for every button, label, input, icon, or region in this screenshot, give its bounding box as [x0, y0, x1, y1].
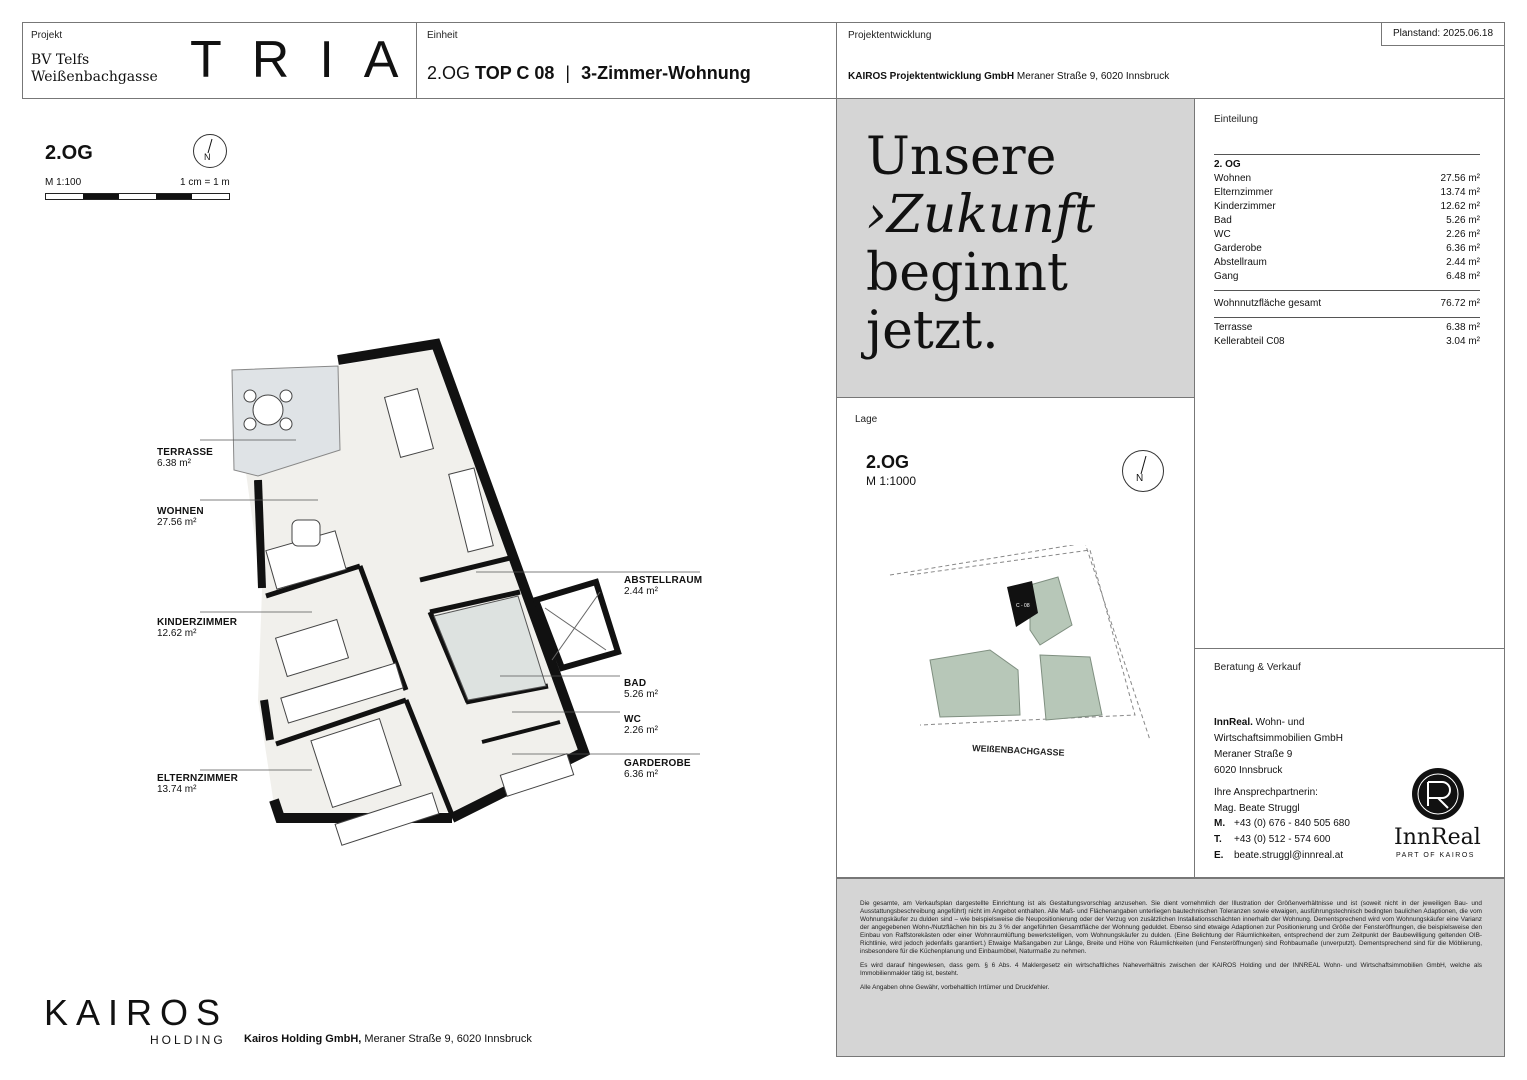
kairos-logo: KAIROS — [44, 992, 229, 1033]
email-link[interactable]: E. beate.struggl@innreal.at — [1214, 850, 1344, 861]
disclaimer-p2: Es wird darauf hingewiesen, dass gem. § 6 Abs. 4 Maklergesetz ein wirtschaftliches Naheverhältnis zwischen der KAIROS Holding und der INNREAL Wohn- und Wirtschaftsimmobilien GmbH, welche als Immobilienmakler tätig ist, besteht. — [860, 962, 1482, 977]
einteilung-row: Bad 5.26 m² — [1214, 215, 1480, 226]
einteilung-line-top — [1214, 154, 1480, 155]
entwicklung-address: Meraner Straße 9, 6020 Innsbruck — [1016, 71, 1170, 82]
einteilung-extra: Kellerabteil C08 3.04 m² — [1214, 336, 1480, 347]
phone-office[interactable]: T. +43 (0) 512 - 574 600 — [1214, 834, 1331, 845]
room-terrasse: TERRASSE 6.38 m² — [157, 447, 214, 469]
einteilung-row: Gang 6.48 m² — [1214, 271, 1480, 282]
einheit-top: TOP C 08 — [475, 63, 555, 83]
lage-scale: M 1:1000 — [866, 474, 917, 488]
einheit-title — [427, 63, 751, 84]
outer-wall-west-1 — [258, 480, 262, 588]
room-wohnen: WOHNEN 27.56 m² — [157, 506, 204, 528]
plan-floor: 2.OG — [45, 142, 93, 164]
lage-north-letter: N — [1136, 473, 1144, 484]
north-arrow-icon — [193, 134, 227, 168]
disclaimer-p3: Alle Angaben ohne Gewähr, vorbehaltlich Irrtümer und Druckfehler. — [860, 984, 1050, 991]
einteilung-row: Elternzimmer 13.74 m² — [1214, 187, 1480, 198]
north-letter: N — [204, 152, 211, 162]
disclaimer-text — [860, 900, 1482, 998]
site-map — [880, 545, 1170, 760]
einteilung-line-mid — [1214, 290, 1480, 291]
floor-plan-drawing — [0, 330, 830, 890]
beratung-divider — [1194, 648, 1505, 649]
einteilung-total: Wohnnutzfläche gesamt 76.72 m² — [1214, 298, 1480, 309]
projekt-name-1: BV Telfs — [31, 52, 90, 68]
footer-company: Kairos Holding GmbH, — [244, 1033, 362, 1045]
einheit-floor: 2.OG — [427, 63, 471, 83]
lage-north-icon — [1122, 450, 1164, 492]
slogan-line-3: beginnt — [866, 243, 1068, 303]
plan-scale-note: 1 cm = 1 m — [180, 177, 230, 188]
beratung-contacts — [1214, 816, 1350, 864]
einteilung-extra: Terrasse 6.38 m² — [1214, 322, 1480, 333]
planstand-badge: Planstand: 2025.06.18 — [1381, 22, 1505, 46]
tria-logo: TRIA — [190, 31, 429, 89]
plan-scale: M 1:100 — [45, 177, 82, 188]
footer-address: Meraner Straße 9, 6020 Innsbruck — [361, 1033, 532, 1045]
slogan-line-4: jetzt. — [866, 301, 999, 361]
innreal-logo-icon — [1412, 768, 1464, 820]
innreal-logo-text: InnReal — [1394, 825, 1481, 850]
einheit-label: Einheit — [427, 30, 458, 41]
einteilung-row: Abstellraum 2.44 m² — [1214, 257, 1480, 268]
right-col-divider — [1194, 98, 1195, 878]
room-garderobe: GARDEROBE 6.36 m² — [624, 758, 691, 780]
lage-title: Lage — [855, 414, 878, 425]
header-divider-2 — [836, 22, 837, 99]
einteilung-row: WC 2.26 m² — [1214, 229, 1480, 240]
street-label: WEIßENBACHGASSE — [971, 743, 1065, 758]
beratung-address: InnReal. Wohn- und Wirtschaftsimmobilien GmbH Meraner Straße 9 6020 Innsbruck Ihre Ansprechpartnerin: Mag. Beate Struggl — [1214, 717, 1343, 814]
einteilung-floor: 2. OG — [1214, 159, 1241, 170]
kairos-logo-sub: HOLDING — [150, 1033, 226, 1047]
einteilung-line-bottom — [1214, 317, 1480, 318]
einteilung-row: Garderobe 6.36 m² — [1214, 243, 1480, 254]
terrace-table — [253, 395, 283, 425]
einheit-type: 3-Zimmer-Wohnung — [581, 63, 751, 83]
slogan-mark: › — [866, 185, 887, 245]
lage-floor: 2.OG — [866, 452, 910, 472]
disclaimer-p1: Die gesamte, am Verkaufsplan dargestellte Einrichtung ist als Gestaltungsvorschlag anzusehen. Sie dient vornehmlich der Illustration der Größenverhältnisse und ist (soweit nicht in der jeweiligen Bau- und Ausstattungsbeschreibung angeführt) nicht im Angebot enthalten. Alle Maß- und Flächenangaben unterliegen bautechnischen Toleranzen sowie etwaigen, ausführungstechnisch bedingten baulichen Adaptionen, die vom Wohnungskäufer zu dulden sind – wie beispielsweise die Neupositionierung oder der Verzug von zusätzlichen Installationsschächten innerhalb der Wohnung. Dementsprechend wird vom Wohnungskäufer eine Varianz der angegebenen Wohn-/Nutzflächen hin bis zu 3 % der angeführten Gesamtfläche der Wohnung geduldet. Ebenso sind etwaige Adaptionen zur Positionierung und Größe der Fensteröffnungen, die beispielsweise den Einbau von Raffstorekästen oder einer Wohnraumlüftung bewerkstelligen, vom Wohnungskäufer zu dulden. (Eine Belichtung der Räumlichkeiten, entsprechend der zum Zeitpunkt der Baubewilligung geltenden OIB-Richtlinie, wird jedoch jedenfalls garantiert.) Etwaige Maßangaben zur Länge, Breite und Höhe von Räumlichkeiten (und Fensteröffnungen) sind Rohbaumaße (unverputzt). Dementsprechend sind für die Möblierung, insbesondere für die Küchenplanung und Einbaumöbel, Naturmaße zu nehmen. — [860, 900, 1482, 955]
einteilung-row: Wohnen 27.56 m² — [1214, 173, 1480, 184]
einheit-sep: | — [565, 63, 571, 83]
room-bad: BAD 5.26 m² — [624, 678, 658, 700]
room-wc: WC 2.26 m² — [624, 714, 658, 736]
slogan-line-2: ›Zukunft — [866, 185, 1096, 245]
einteilung-row: Kinderzimmer 12.62 m² — [1214, 201, 1480, 212]
room-elternzimmer: ELTERNZIMMER 13.74 m² — [157, 773, 239, 795]
phone-mobile[interactable]: M. +43 (0) 676 - 840 505 680 — [1214, 818, 1350, 829]
lage-divider — [836, 397, 1194, 398]
entwicklung-label: Projektentwicklung — [848, 30, 932, 41]
room-kinderzimmer: KINDERZIMMER 12.62 m² — [157, 617, 238, 639]
slogan — [866, 128, 1095, 360]
slogan-line-1: Unsere — [866, 127, 1057, 187]
unit-tag: C - 08 — [1016, 603, 1030, 609]
room-abstellraum: ABSTELLRAUM 2.44 m² — [624, 575, 703, 597]
einteilung-title: Einteilung — [1214, 114, 1258, 125]
footer-address-line — [244, 1033, 532, 1045]
innreal-logo-sub: PART OF KAIROS — [1396, 852, 1475, 859]
scale-bar — [45, 193, 230, 200]
projekt-name-2: Weißenbachgasse — [31, 69, 158, 85]
entwicklung-company: KAIROS Projektentwicklung GmbH — [848, 71, 1015, 82]
beratung-title: Beratung & Verkauf — [1214, 662, 1301, 673]
projekt-label: Projekt — [31, 30, 63, 41]
entwicklung-line — [848, 71, 1169, 82]
